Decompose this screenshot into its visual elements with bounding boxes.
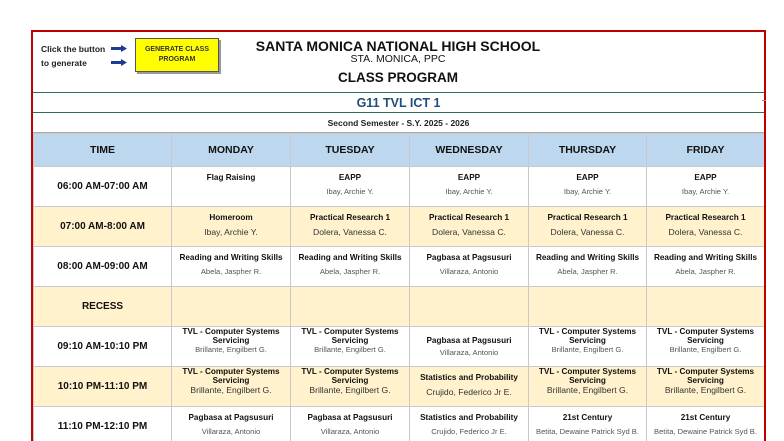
subject-label: TVL - Computer Systems Servicing <box>301 327 399 345</box>
schedule-cell[interactable] <box>410 407 529 441</box>
teacher-label: Dolera, Vanessa C. <box>313 227 387 237</box>
subject-label: EAPP <box>576 173 599 182</box>
subject-label: TVL - Computer Systems Servicing <box>182 327 280 345</box>
right-arrow-icon <box>111 59 127 66</box>
schedule-cell[interactable] <box>647 367 765 407</box>
column-header: TIME <box>34 134 172 167</box>
teacher-label: Ibay, Archie Y. <box>681 187 730 196</box>
time-cell: RECESS <box>34 287 172 327</box>
subject-label: Pagbasa at Pagsusuri <box>188 413 274 422</box>
teacher-label: Brillante, Engilbert G. <box>546 385 629 395</box>
subject-label: Reading and Writing Skills <box>535 253 640 262</box>
teacher-label: Villaraza, Antonio <box>439 348 499 357</box>
teacher-label: Betita, Dewaine Patrick Syd B. <box>536 427 639 436</box>
schedule-cell[interactable] <box>529 207 647 247</box>
subject-label: EAPP <box>457 173 481 182</box>
instruction-line-1: Click the button <box>41 44 106 54</box>
schedule-cell[interactable] <box>172 327 291 367</box>
subject-label: Flag Raising <box>206 173 256 182</box>
table-row <box>34 327 765 367</box>
schedule-cell[interactable] <box>291 247 410 287</box>
table-row <box>34 167 765 207</box>
subject-label: Pagbasa at Pagsusuri <box>307 413 393 422</box>
teacher-label: Brillante, Engilbert G. <box>314 345 386 354</box>
schedule-cell[interactable] <box>647 207 765 247</box>
teacher-label: Brillante, Engilbert G. <box>190 385 272 395</box>
subject-label: TVL - Computer Systems Servicing <box>656 327 755 345</box>
time-cell: 09:10 AM-10:10 PM <box>34 327 172 367</box>
subject-label: Statistics and Probability <box>420 413 518 422</box>
subject-label: TVL - Computer Systems Servicing <box>182 367 280 385</box>
teacher-label: Abela, Jaspher R. <box>557 267 618 276</box>
schedule-cell[interactable] <box>410 287 529 327</box>
subject-label: EAPP <box>694 173 717 182</box>
schedule-cell[interactable] <box>291 287 410 327</box>
column-header: TUESDAY <box>291 134 410 167</box>
schedule-cell[interactable] <box>529 287 647 327</box>
column-header: WEDNESDAY <box>410 134 529 167</box>
class-program-sheet <box>31 30 766 441</box>
subject-label: 21st Century <box>562 413 613 422</box>
teacher-label: Villaraza, Antonio <box>320 427 380 436</box>
subject-label: Statistics and Probability <box>420 373 518 382</box>
teacher-label: Ibay, Archie Y. <box>204 227 258 237</box>
schedule-cell[interactable] <box>410 367 529 407</box>
subject-label: Practical Research 1 <box>547 213 628 222</box>
column-header: FRIDAY <box>647 134 765 167</box>
subject-label: 21st Century <box>680 413 731 422</box>
right-arrow-icon <box>111 45 127 52</box>
schedule-cell[interactable] <box>529 167 647 207</box>
subject-label: Reading and Writing Skills <box>653 253 758 262</box>
time-cell: 08:00 AM-09:00 AM <box>34 247 172 287</box>
schedule-cell[interactable] <box>410 327 529 367</box>
teacher-label: Villaraza, Antonio <box>201 427 261 436</box>
schedule-cell[interactable] <box>647 287 765 327</box>
schedule-cell[interactable] <box>291 167 410 207</box>
teacher-label: Dolera, Vanessa C. <box>668 227 743 237</box>
subject-label: EAPP <box>338 173 362 182</box>
subject-label: Pagbasa at Pagsusuri <box>426 253 512 262</box>
subject-label: Practical Research 1 <box>309 213 391 222</box>
subject-label: Reading and Writing Skills <box>298 253 402 262</box>
subject-label: TVL - Computer Systems Servicing <box>538 327 637 345</box>
subject-label: Reading and Writing Skills <box>179 253 283 262</box>
teacher-label: Brillante, Engilbert G. <box>309 385 391 395</box>
schedule-cell[interactable] <box>529 407 647 441</box>
schedule-cell[interactable] <box>172 367 291 407</box>
schedule-cell[interactable] <box>647 247 765 287</box>
teacher-label: Abela, Jaspher R. <box>319 267 381 276</box>
page-title: CLASS PROGRAM <box>337 70 458 85</box>
schedule-cell[interactable] <box>172 407 291 441</box>
schedule-cell[interactable] <box>647 327 765 367</box>
schedule-cell[interactable] <box>529 327 647 367</box>
table-row <box>34 287 765 327</box>
schedule-cell[interactable] <box>410 247 529 287</box>
column-header: MONDAY <box>172 134 291 167</box>
section-name: G11 TVL ICT 1 <box>33 92 764 113</box>
teacher-label: Betita, Dewaine Patrick Syd B. <box>654 427 757 436</box>
teacher-label: Ibay, Archie Y. <box>563 187 612 196</box>
generate-class-program-button[interactable]: GENERATE CLASS PROGRAM <box>135 38 219 72</box>
teacher-label: Abela, Jaspher R. <box>200 267 262 276</box>
table-row <box>34 207 765 247</box>
schedule-cell[interactable] <box>172 287 291 327</box>
semester-label: Second Semester - S.Y. 2025 - 2026 <box>33 114 764 133</box>
table-row <box>34 367 765 407</box>
time-cell: 07:00 AM-8:00 AM <box>34 207 172 247</box>
schedule-table <box>33 133 765 441</box>
subject-label: Practical Research 1 <box>428 213 510 222</box>
time-cell: 11:10 PM-12:10 PM <box>34 407 172 441</box>
school-location: STA. MONICA, PPC <box>350 53 446 65</box>
column-header: THURSDAY <box>529 134 647 167</box>
instruction-line-2: to generate <box>41 58 87 68</box>
schedule-cell[interactable] <box>172 207 291 247</box>
sheet-edge-mark <box>762 100 766 101</box>
teacher-label: Dolera, Vanessa C. <box>432 227 506 237</box>
schedule-cell[interactable] <box>291 367 410 407</box>
teacher-label: Crujido, Federico Jr E. <box>426 387 512 397</box>
schedule-cell[interactable] <box>647 407 765 441</box>
schedule-cell[interactable] <box>647 167 765 207</box>
schedule-cell[interactable] <box>410 207 529 247</box>
subject-label: Pagbasa at Pagsusuri <box>426 336 512 345</box>
teacher-label: Brillante, Engilbert G. <box>551 345 624 354</box>
teacher-label: Brillante, Engilbert G. <box>664 385 747 395</box>
subject-label: TVL - Computer Systems Servicing <box>538 367 637 385</box>
table-row <box>34 247 765 287</box>
schedule-cell[interactable] <box>291 407 410 441</box>
schedule-cell[interactable] <box>529 247 647 287</box>
teacher-label: Dolera, Vanessa C. <box>550 227 625 237</box>
subject-label: TVL - Computer Systems Servicing <box>656 367 755 385</box>
teacher-label: Villaraza, Antonio <box>439 267 499 276</box>
time-cell: 06:00 AM-07:00 AM <box>34 167 172 207</box>
table-header-row <box>34 134 765 167</box>
schedule-cell[interactable] <box>172 167 291 207</box>
teacher-label: Abela, Jaspher R. <box>675 267 736 276</box>
subject-label: Homeroom <box>209 213 253 222</box>
schedule-cell[interactable] <box>172 247 291 287</box>
schedule-cell[interactable] <box>291 327 410 367</box>
school-name: SANTA MONICA NATIONAL HIGH SCHOOL <box>255 38 541 54</box>
table-row <box>34 407 765 441</box>
time-cell: 10:10 PM-11:10 PM <box>34 367 172 407</box>
teacher-label: Brillante, Engilbert G. <box>195 345 267 354</box>
teacher-label: Brillante, Engilbert G. <box>669 345 742 354</box>
teacher-label: Ibay, Archie Y. <box>445 187 493 196</box>
schedule-cell[interactable] <box>291 207 410 247</box>
subject-label: Practical Research 1 <box>665 213 746 222</box>
teacher-label: Crujido, Federico Jr E. <box>431 427 507 436</box>
schedule-cell[interactable] <box>529 367 647 407</box>
teacher-label: Ibay, Archie Y. <box>326 187 374 196</box>
subject-label: TVL - Computer Systems Servicing <box>301 367 399 385</box>
schedule-cell[interactable] <box>410 167 529 207</box>
